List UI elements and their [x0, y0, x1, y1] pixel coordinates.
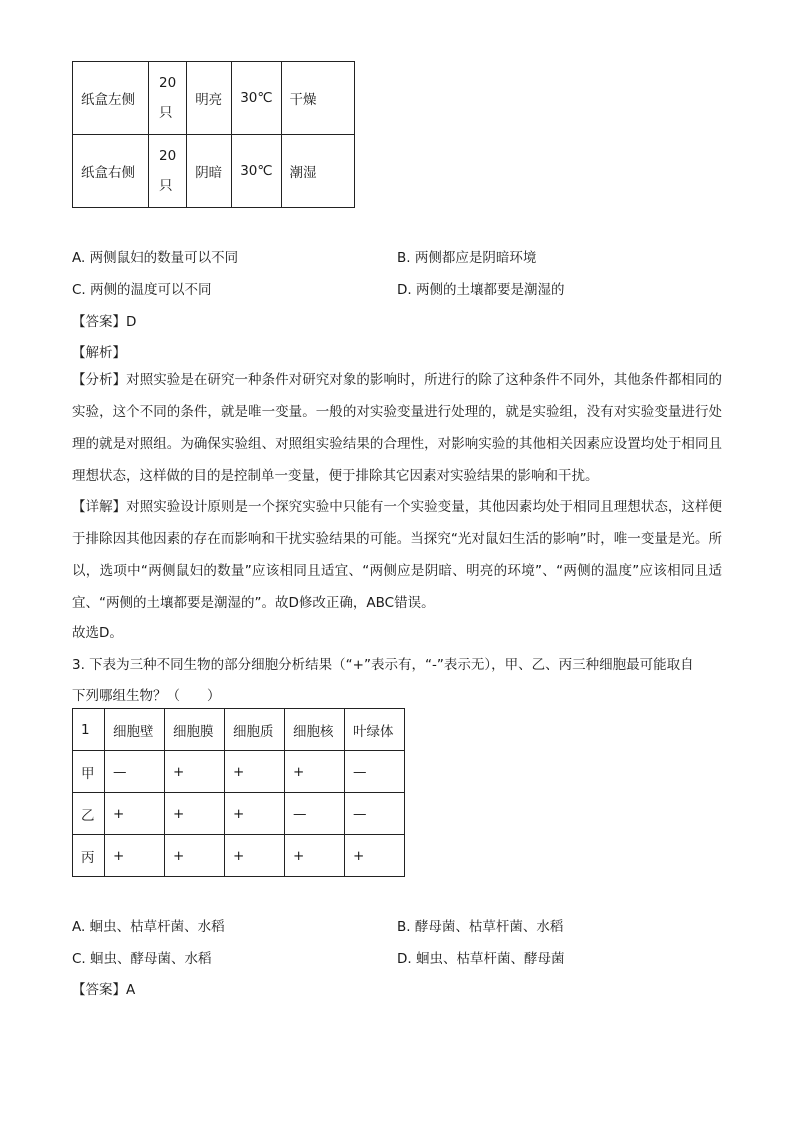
table-cell: — [345, 751, 405, 793]
option-a: A. 两侧鼠妇的数量可以不同 [72, 250, 239, 266]
count-number: 20 [159, 148, 177, 164]
table-row [73, 835, 405, 877]
header-cell: 细胞膜 [165, 709, 225, 751]
table-cell: + [165, 793, 225, 835]
table-cell: — [285, 793, 345, 835]
table-cell: 30℃ [232, 135, 281, 208]
analysis-paragraph: 【分析】对照实验是在研究一种条件对研究对象的影响时，所进行的除了这种条件不同外，其他条件都相同的实验，这个不同的条件，就是唯一变量。一般的对实验变量进行处理的，就是实验组，没有对实验变量进行处理的就是对照组。为确保实验组、对照组实验结果的合理性，对影响实验的其他相关因素应设置均处于相同且理想状态，这样做的目的是控制单一变量，便于排除其它因素对实验结果的影响和干扰。 [72, 372, 722, 484]
option-d: D. 蛔虫、枯草杆菌、酵母菌 [397, 951, 565, 967]
option-c: C. 两侧的温度可以不同 [72, 282, 212, 298]
table-cell: — [105, 751, 165, 793]
option-b: B. 酵母菌、枯草杆菌、水稻 [397, 919, 564, 935]
table-cell: 丙 [73, 835, 105, 877]
table-cell: 干燥 [281, 62, 354, 135]
table-header-row [73, 709, 405, 751]
count-number: 20 [159, 75, 177, 91]
table-row [73, 62, 355, 135]
answer-label: 【答案】D [72, 314, 137, 330]
table-cell: + [165, 835, 225, 877]
header-cell: 1 [73, 709, 105, 751]
table-cell: + [225, 751, 285, 793]
answer-label: 【答案】A [72, 982, 136, 998]
analysis-label: 【解析】 [72, 345, 126, 361]
table-cell: 甲 [73, 751, 105, 793]
table-cell: + [345, 835, 405, 877]
table-cell: 潮湿 [281, 135, 354, 208]
table-cell: + [105, 793, 165, 835]
question-stem: 3. 下表为三种不同生物的部分细胞分析结果（“+”表示有，“-”表示无），甲、乙、丙三种细胞最可能取自 [72, 657, 694, 673]
table-cell: 纸盒左侧 [73, 62, 149, 135]
cell-analysis-table [72, 708, 405, 877]
table-cell: 乙 [73, 793, 105, 835]
table-cell: + [105, 835, 165, 877]
table-cell: 明亮 [187, 62, 232, 135]
option-b: B. 两侧都应是阴暗环境 [397, 250, 537, 266]
count-unit: 只 [159, 178, 173, 194]
option-c: C. 蛔虫、酵母菌、水稻 [72, 951, 212, 967]
table-row [73, 751, 405, 793]
option-d: D. 两侧的土壤都要是潮湿的 [397, 282, 565, 298]
table-row [73, 793, 405, 835]
table-cell: 阴暗 [187, 135, 232, 208]
experiment-table [72, 61, 355, 208]
table-cell: 30℃ [232, 62, 281, 135]
table-cell: 纸盒右侧 [73, 135, 149, 208]
header-cell: 细胞质 [225, 709, 285, 751]
table-row [73, 135, 355, 208]
header-cell: 细胞核 [285, 709, 345, 751]
header-cell: 细胞壁 [105, 709, 165, 751]
table-cell: + [225, 793, 285, 835]
table-cell: + [285, 835, 345, 877]
option-a: A. 蛔虫、枯草杆菌、水稻 [72, 919, 225, 935]
table-cell: + [285, 751, 345, 793]
count-unit: 只 [159, 105, 173, 121]
conclusion: 故选D。 [72, 625, 123, 641]
table-cell [149, 62, 187, 135]
table-cell [149, 135, 187, 208]
question-stem-cont: 下列哪组生物？（ ） [72, 688, 221, 704]
header-cell: 叶绿体 [345, 709, 405, 751]
table-cell: + [225, 835, 285, 877]
table-cell: + [165, 751, 225, 793]
detail-paragraph: 【详解】对照实验设计原则是一个探究实验中只能有一个实验变量，其他因素均处于相同且理想状态，这样便于排除因其他因素的存在而影响和干扰实验结果的可能。当探究“光对鼠妇生活的影响”时，唯一变量是光。所以，选项中“两侧鼠妇的数量”应该相同且适宜、“两侧应是阴暗、明亮的环境”、“两侧的温度”应该相同且适宜、“两侧的土壤都要是潮湿的”。故D修改正确，ABC错误。 [72, 499, 722, 611]
table-cell: — [345, 793, 405, 835]
